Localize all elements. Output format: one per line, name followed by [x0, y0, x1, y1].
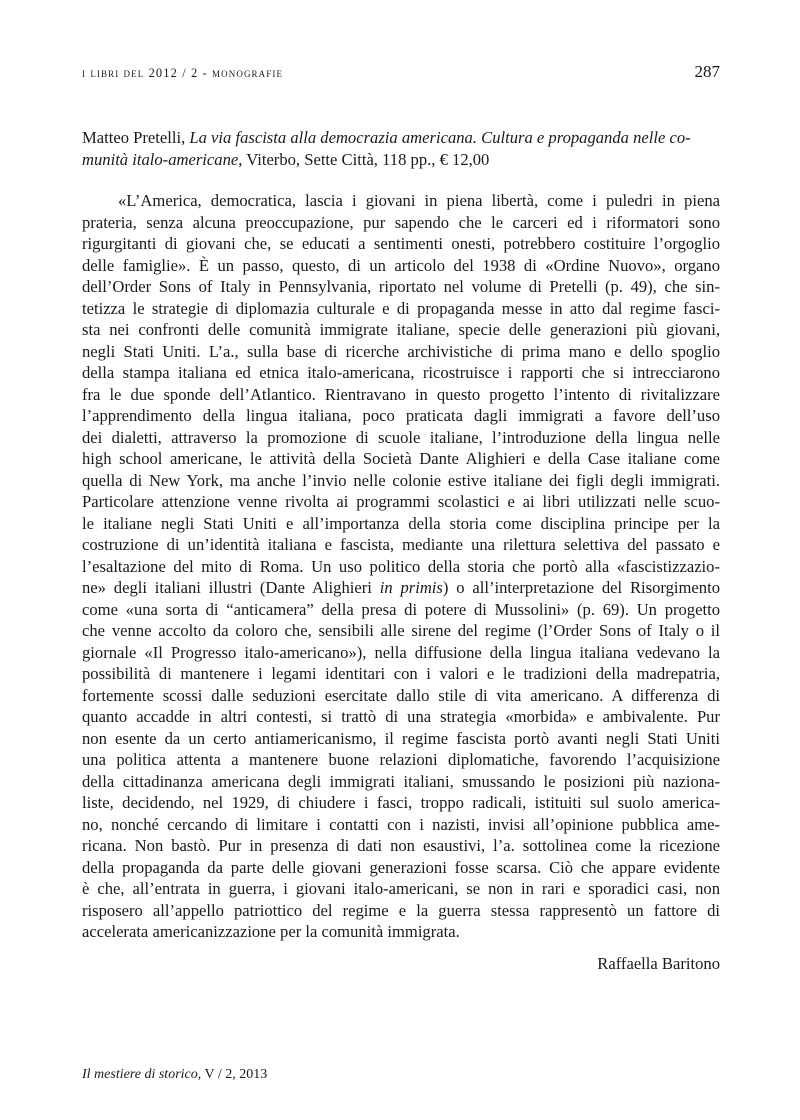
review-line: giornale «Il Progresso italo-americano»), nella diffusione della lingua italiana vedevano la	[82, 642, 720, 662]
review-line: della cittadinanza americana degli immigrati italiani, smussando le posizioni più naziona-	[82, 771, 720, 791]
review-line: che venne accolto da coloro che, sensibili alle sirene del regime (l’Order Sons of Italy o il	[82, 621, 720, 640]
review-line: ricana. Non bastò. Pur in presenza di dati non esaustivi, l’a. sottolinea come la ricezione	[82, 836, 720, 855]
citation-author: Matteo Pretelli,	[82, 128, 190, 147]
review-line: non esente da un certo antiamericanismo, il regime fascista portò avanti negli Stati Uniti	[82, 728, 720, 748]
review-line: è che, all’entrata in guerra, i giovani italo-americani, se non in rari e sporadici casi, non	[82, 879, 720, 898]
review-line: dell’Order Sons of Italy in Pennsylvania, riportato nel volume di Pretelli (p. 49), che sin-	[82, 277, 720, 296]
review-line: sta nei confronti delle comunità immigrate italiane, specie delle generazioni più giovani,	[82, 320, 720, 339]
review-line: dei dialetti, attraverso la promozione di scuole italiane, l’introduzione della lingua nelle	[82, 427, 720, 447]
review-line: una politica attenta a mantenere buone relazioni diplomatiche, favorendo l’acquisizione	[82, 750, 720, 769]
review-line: liste, decidendo, nel 1929, di chiudere i fasci, troppo radicali, istituiti sul suolo america-	[82, 793, 720, 812]
review-line: possibilità di mantenere i legami identitari con i valori e le tradizioni della madrepatria,	[82, 664, 720, 683]
review-line: delle famiglie». È un passo, questo, di un articolo del 1938 di «Ordine Nuovo», organo	[82, 255, 720, 275]
review-line: high school americane, le attività della Società Dante Alighieri e della Case italiane come	[82, 449, 720, 468]
review-line: le italiane negli Stati Uniti e all’importanza della storia come disciplina principe per la	[82, 513, 720, 533]
page-number: 287	[694, 62, 720, 81]
review-line: rigurgitanti di giovani che, se educati a sentimenti onesti, potrebbero costituire l’orgoglio	[82, 234, 720, 253]
review-line-segment: ne» degli italiani illustri (Dante Alighieri	[82, 578, 380, 597]
review-line: Particolare attenzione venne rivolta ai programmi scolastici e ai libri utilizzati nelle scuo-	[82, 492, 720, 511]
book-citation	[82, 127, 720, 170]
review-line: costruzione di un’identità italiana e fascista, mediante una rilettura selettiva del passato e	[82, 535, 720, 554]
citation-title-line2: munità italo-americane	[82, 149, 239, 169]
review-line: l’esaltazione del mito di Roma. Un uso politico della storia che portò alla «fascistizzazio-	[82, 556, 720, 576]
review-line-segment: ) o all’interpretazione del Risorgimento	[442, 578, 720, 597]
review-line: risposero all’appello patriottico del regime e la guerra stessa rappresentò un fattore di	[82, 900, 720, 920]
review-line: tetizza le strategie di diplomazia culturale e di propaganda messe in atto dal regime fasci-	[82, 298, 720, 318]
review-line: no, nonché cercando di limitare i contatti con i nazisti, invisi all’opinione pubblica ame-	[82, 814, 720, 834]
review-line: come «una sorta di “anticamera” della presa di potere di Mussolini» (p. 69). Un progetto	[82, 599, 720, 619]
review-line: fortemente scossi dalle seduzioni esercitate dallo stile di vita americano. A differenza di	[82, 685, 720, 705]
citation-publication: , Viterbo, Sette Città, 118 pp., € 12,00	[238, 149, 490, 169]
review-line: «L’America, democratica, lascia i giovani in piena libertà, come i puledri in piena	[118, 191, 720, 210]
footer-issue: , V / 2, 2013	[197, 1067, 268, 1082]
footer-journal-title: Il mestiere di storico	[82, 1067, 198, 1082]
review-line: della propaganda da parte delle giovani generazioni fosse scarsa. Ciò che appare evidente	[82, 857, 720, 877]
reviewer-signature: Raffaella Baritono	[597, 954, 720, 973]
citation-title-line1: La via fascista alla democrazia americana. Cultura e propaganda nelle co-	[189, 128, 691, 147]
review-line: della stampa italiana ed etnica italo-americana, ricostruisce i rapporti che si intrecciarono	[82, 363, 720, 382]
review-line-italic: in primis	[379, 578, 443, 597]
review-line: quanto accadde in altri contesti, si trattò di una strategia «morbida» e ambivalente. Pur	[82, 707, 720, 726]
review-line: prateria, senza alcuna preoccupazione, pur sapendo che le carceri ed i riformatori sono	[82, 212, 720, 232]
review-line	[82, 577, 720, 599]
running-head: i libri del 2012 / 2 - monografie	[82, 66, 284, 80]
review-body	[82, 190, 720, 943]
journal-footer	[82, 1067, 267, 1083]
review-line: accelerata americanizzazione per la comunità immigrata.	[82, 922, 460, 941]
review-line: negli Stati Uniti. L’a., sulla base di ricerche archivistiche di prima mano e dello spoglio	[82, 341, 720, 361]
review-line: fra le due sponde dell’Atlantico. Rientravano in questo progetto l’intento di rivitalizzare	[82, 384, 720, 404]
review-line: l’apprendimento della lingua italiana, poco praticata dagli immigrati a favore dell’uso	[82, 406, 720, 425]
review-line: quella di New York, ma anche l’invio nelle colonie estive italiane dei figli degli immigrati.	[82, 470, 720, 490]
